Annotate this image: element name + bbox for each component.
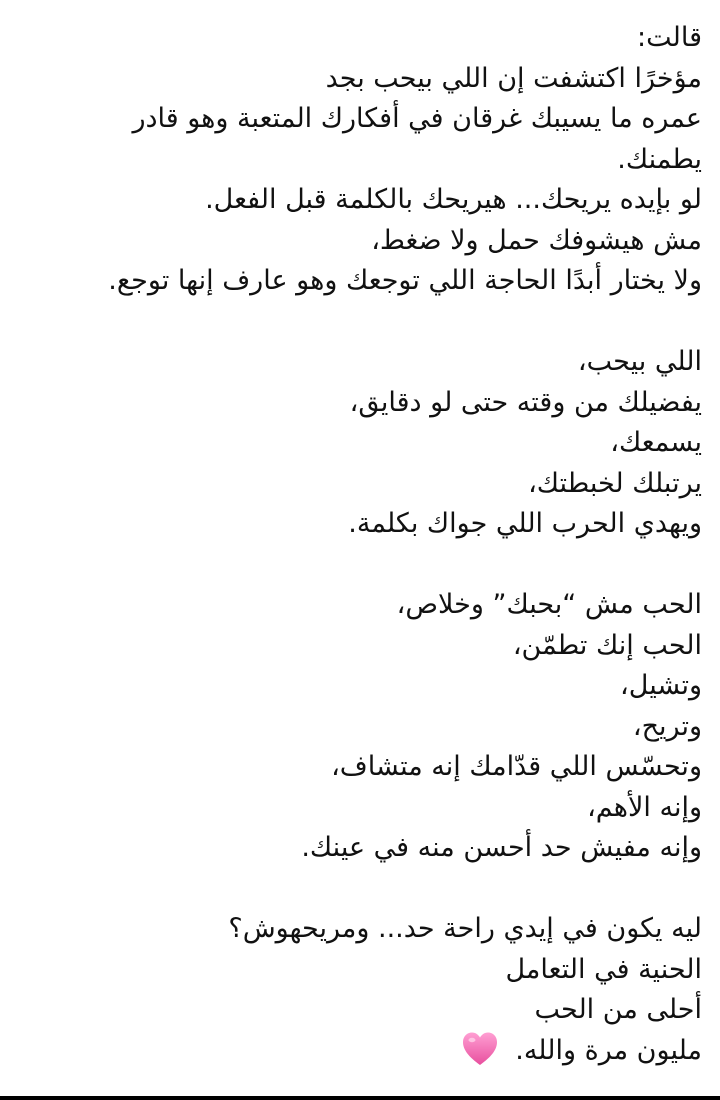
note-line: وتشيل، (620, 670, 702, 701)
note-line: وإنه الأهم، (587, 791, 702, 823)
note-line-text: مليون مرة والله. (515, 1034, 702, 1066)
note-line: وتحسّس اللي قدّامك إنه متشاف، (331, 751, 702, 782)
note-line: وإنه مفيش حد أحسن منه في عينك. (301, 832, 702, 863)
note-text (22, 18, 702, 1071)
note-line: أحلى من الحب (534, 994, 702, 1025)
note-line: ولا يختار أبدًا الحاجة اللي توجعك وهو عارف إنها توجع. (108, 265, 702, 296)
note-line: يرتبلك لخبطتك، (528, 467, 702, 499)
note-line: عمره ما يسيبك غرقان في أفكارك المتعبة وهو قادر (132, 103, 702, 134)
pink-heart-icon (461, 1031, 499, 1067)
note-line: الحب إنك تطمّن، (512, 629, 702, 661)
note-line: يسمعك، (610, 427, 702, 458)
bottom-divider (0, 1096, 720, 1100)
note-line: لو بإيده يريحك... هيريحك بالكلمة قبل الفعل. (205, 184, 702, 215)
blank-line (22, 545, 702, 586)
note-line: اللي بيحب، (577, 346, 702, 377)
note-line: مش هيشوفك حمل ولا ضغط، (371, 224, 702, 256)
note-line: وتريح، (632, 710, 702, 742)
note-line: الحنية في التعامل (505, 953, 702, 985)
note-line: مؤخرًا اكتشفت إن اللي بيحب بجد (325, 62, 702, 94)
blank-line (22, 869, 702, 910)
blank-line (22, 302, 702, 343)
note-line: ويهدي الحرب اللي جواك بكلمة. (348, 508, 702, 539)
note-line: يفضيلك من وقته حتى لو دقايق، (349, 386, 702, 418)
note-line: قالت: (637, 22, 702, 53)
note-line: ليه يكون في إيدي راحة حد... ومريحهوش؟ (228, 913, 702, 944)
note-line: الحب مش “بحبك” وخلاص، (396, 589, 702, 620)
note-last-line (22, 1031, 702, 1072)
note-line: يطمنك. (617, 143, 702, 175)
